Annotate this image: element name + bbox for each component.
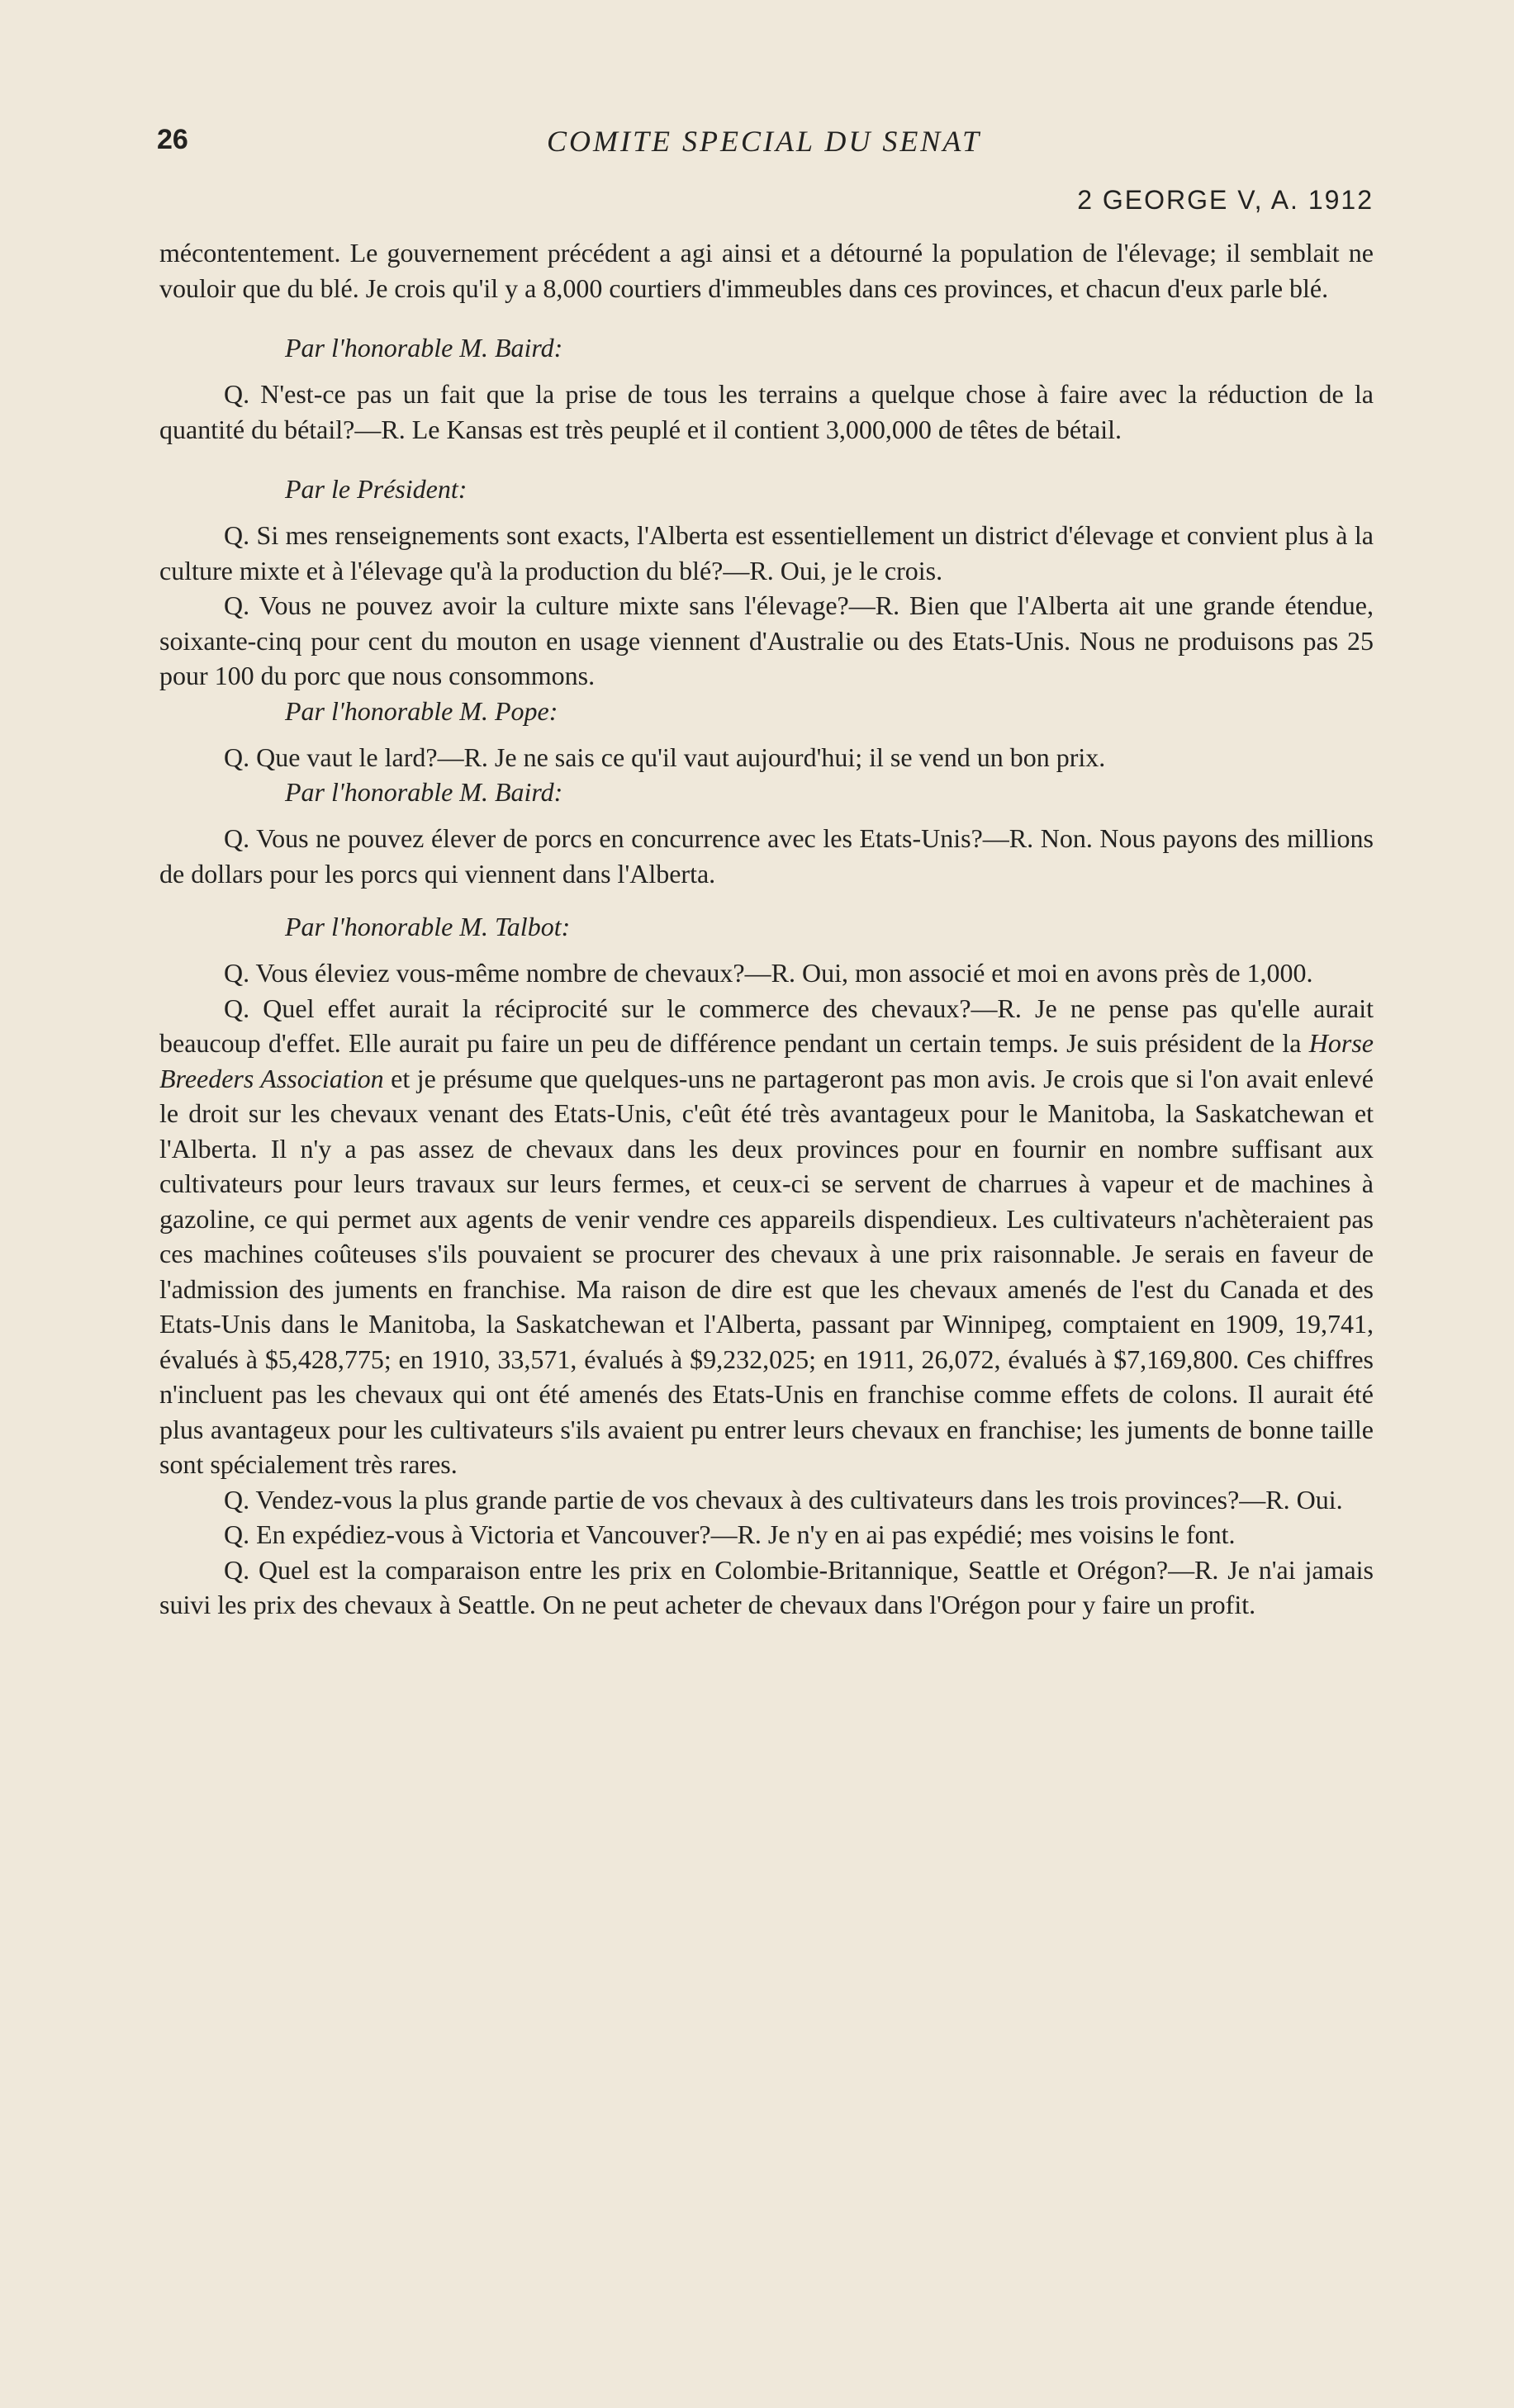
regnal-year: 2 GEORGE V, A. 1912 xyxy=(1077,185,1374,215)
question-answer: Q. Vous ne pouvez élever de porcs en concurrence avec les Etats-Unis?—R. Non. Nous payons des millions de dollars pour les porcs qui viennent dans l'Alberta. xyxy=(159,823,1374,889)
speaker-heading: Par l'honorable M. Baird: xyxy=(285,777,563,807)
question-answer: Q. Quel est la comparaison entre les prix en Colombie-Britannique, Seattle et Orégon?—R. Je n'ai jamais suivi les prix des chevaux à Seattle. On ne peut acheter de chevaux dans l'Orégon pour y faire un profit. xyxy=(159,1554,1374,1619)
question-answer: Q. En expédiez-vous à Victoria et Vancouver?—R. Je n'y en ai pas expédié; mes voisins le font. xyxy=(224,1519,1236,1549)
question-answer: Q. Vous éleviez vous-même nombre de chevaux?—R. Oui, mon associé et moi en avons près de 1,000. xyxy=(224,958,1313,988)
paragraph: mécontentement. Le gouvernement précédent a agi ainsi et a détourné la population de l'élevage; il semblait ne vouloir que du blé. Je crois qu'il y a 8,000 courtiers d'immeubles dans ces provinces, et chacun d'eux parle blé. xyxy=(159,238,1374,303)
question-answer: Q. Si mes renseignements sont exacts, l'Alberta est essentiellement un district d'élevage et convient plus à la culture mixte et à l'élevage qu'à la production du blé?—R. Oui, je le crois. xyxy=(159,520,1374,585)
speaker-heading: Par l'honorable M. Pope: xyxy=(285,695,558,726)
question-answer: Q. Que vaut le lard?—R. Je ne sais ce qu'il vaut aujourd'hui; il se vend un bon prix. xyxy=(224,742,1106,772)
question-text-continued: et je présume que quelques-uns ne partageront pas mon avis. Je crois que si l'on avait enlevé le droit sur les chevaux venant des Etats-Unis, c'eût été très avantageux pour le Manitoba, la Saskatchewan et l'Alberta. Il n'y a pas assez de chevaux dans les deux provinces pour en fournir en nombre suffisant aux cultivateurs pour leurs travaux sur leurs fermes, et ceux-ci se servent de charrues à vapeur et de machines à gazoline, ce qui permet aux agents de venir vendre ces appareils dispendieux. Les cultivateurs n'achèteraient pas ces machines coûteuses s'ils pouvaient se procurer des chevaux à une prix raisonnable. Je serais en faveur de l'admission des juments en franchise. Ma raison de dire est que les chevaux amenés de l'est du Canada et des Etats-Unis dans le Manitoba, la Saskatchewan et l'Alberta, passant par Winnipeg, comptaient en 1909, 19,741, évalués à $5,428,775; en 1910, 33,571, évalués à $9,232,025; en 1911, 26,072, évalués à $7,169,800. Ces chiffres n'incluent pas les chevaux qui ont été amenés des Etats-Unis en franchise comme effets de colons. Il aurait été plus avantageux pour les cultivateurs s'ils avaient pu entrer leurs chevaux en franchise; les juments de bonne taille sont spécialement très rares. xyxy=(159,1063,1374,1479)
speaker-heading: Par l'honorable M. Talbot: xyxy=(285,912,571,941)
page-header xyxy=(157,124,1371,173)
body-text xyxy=(159,235,1374,1623)
speaker-heading: Par le Président: xyxy=(285,474,467,504)
page-number: 26 xyxy=(157,124,188,155)
association-name: Horse Breeders Association xyxy=(159,1028,1374,1093)
running-title: COMITE SPECIAL DU SENAT xyxy=(546,125,981,158)
question-answer: Q. N'est-ce pas un fait que la prise de tous les terrains a quelque chose à faire avec la réduction de la quantité du bétail?—R. Le Kansas est très peuplé et il contient 3,000,000 de têtes de bétail. xyxy=(159,379,1374,444)
question-answer xyxy=(159,991,1374,1482)
question-text: Q. Quel effet aurait la réciprocité sur le commerce des chevaux?—R. Je ne pense pas qu'elle aurait beaucoup d'effet. Elle aurait pu faire un peu de différence pendant un certain temps. Je suis président de la xyxy=(159,993,1374,1058)
question-answer: Q. Vendez-vous la plus grande partie de vos chevaux à des cultivateurs dans les trois provinces?—R. Oui. xyxy=(224,1484,1343,1514)
question-answer: Q. Vous ne pouvez avoir la culture mixte sans l'élevage?—R. Bien que l'Alberta ait une grande étendue, soixante-cinq pour cent du mouton en usage viennent d'Australie ou des Etats-Unis. Nous ne produisons pas 25 pour 100 du porc que nous consommons. xyxy=(159,590,1374,690)
speaker-heading: Par l'honorable M. Baird: xyxy=(285,333,563,363)
